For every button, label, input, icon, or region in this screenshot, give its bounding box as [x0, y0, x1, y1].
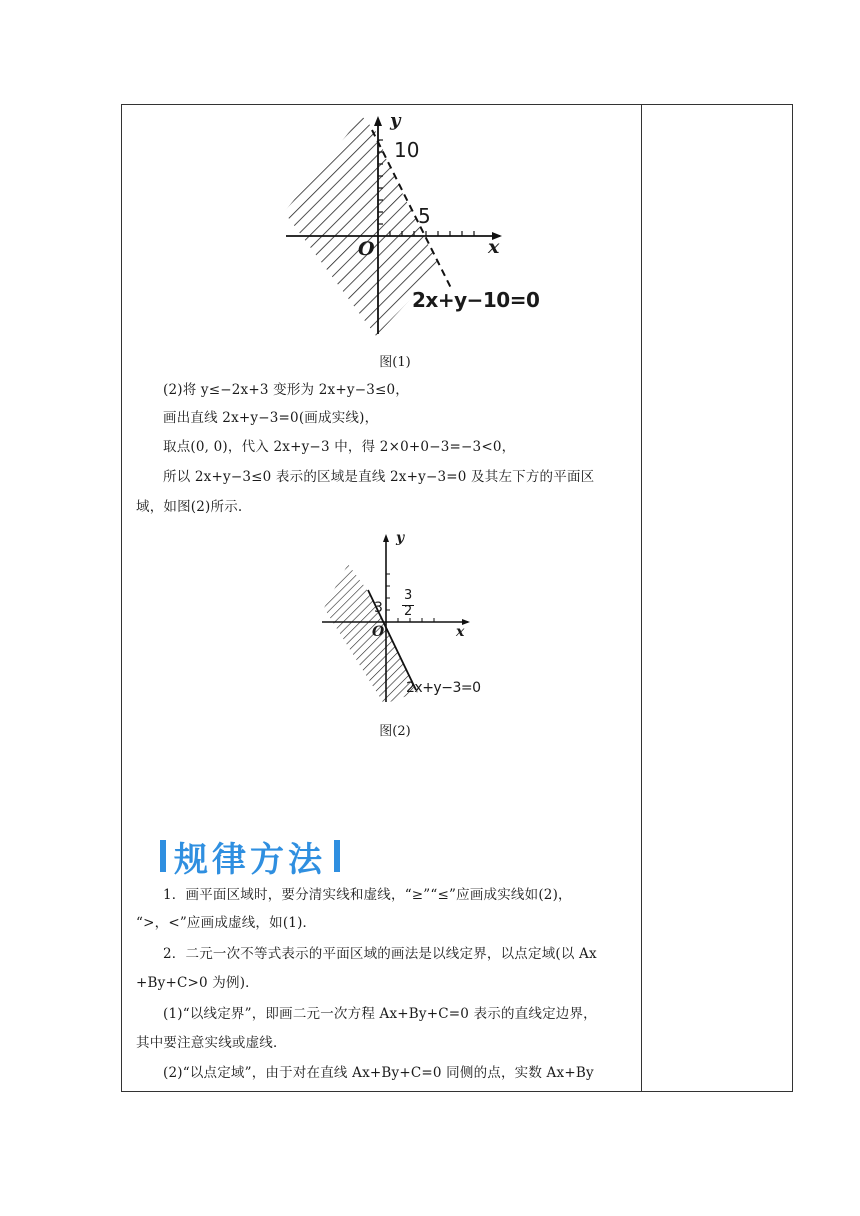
- para1-line2: 画出直线 2x+y−3=0(画成实线)，: [163, 410, 379, 426]
- figure2-tick-frac-num: 3: [404, 588, 413, 603]
- rule4-line1: (2)“以点定域”，由于对在直线 Ax+By+C=0 同侧的点，实数 Ax+By: [163, 1065, 594, 1081]
- figure2-caption: 图(2): [379, 724, 411, 739]
- rule3-line2: 其中要注意实线或虚线．: [136, 1035, 287, 1051]
- rule2-line1: 2．二元一次不等式表示的平面区域的画法是以线定界，以点定域(以 Ax: [163, 946, 597, 962]
- section-title: 规律方法: [174, 839, 326, 880]
- figure1-caption: 图(1): [379, 355, 411, 370]
- rule1-line1: 1．画平面区域时，要分清实线和虚线，“≥”“≤”应画成实线如(2)，: [163, 887, 572, 903]
- para1-line3: 取点(0, 0)，代入 2x+y−3 中，得 2×0+0−3=−3<0，: [163, 439, 516, 455]
- figure2-tick-3: 3: [374, 600, 383, 616]
- figure1-x-label: x: [488, 236, 500, 258]
- para1-line1: (2)将 y≤−2x+3 变形为 2x+y−3≤0，: [163, 382, 409, 398]
- figure1-origin: O: [358, 238, 375, 260]
- heading-bar-left: [160, 840, 166, 872]
- figure2-origin: O: [372, 624, 385, 640]
- figure2-tick-frac-den: 2: [404, 604, 413, 619]
- figure1-line-label: 2x+y−10=0: [412, 288, 540, 312]
- rule1-line2: “>，<”应画成虚线，如(1)．: [136, 915, 317, 931]
- rule3-line1: (1)“以线定界”，即画二元一次方程 Ax+By+C=0 表示的直线定边界，: [163, 1006, 597, 1022]
- figure1-tick-10: 10: [394, 138, 420, 162]
- rule2-line2: +By+C>0 为例)．: [136, 975, 259, 991]
- heading-bar-right: [334, 840, 340, 872]
- section-heading: [160, 833, 340, 879]
- figure1-y-label: y: [390, 110, 401, 131]
- shaded-region-2: [324, 564, 418, 704]
- figure-2: [318, 528, 488, 704]
- figure1-tick-5: 5: [418, 204, 431, 228]
- para1-line4: 所以 2x+y−3≤0 表示的区域是直线 2x+y−3=0 及其左下方的平面区: [163, 469, 595, 485]
- para1-line5: 域，如图(2)所示.: [136, 499, 243, 515]
- figure2-x-label: x: [456, 624, 465, 640]
- figure2-line-label: 2x+y−3=0: [406, 680, 481, 696]
- figure2-y-label: y: [396, 530, 405, 546]
- figure-1: [280, 112, 540, 342]
